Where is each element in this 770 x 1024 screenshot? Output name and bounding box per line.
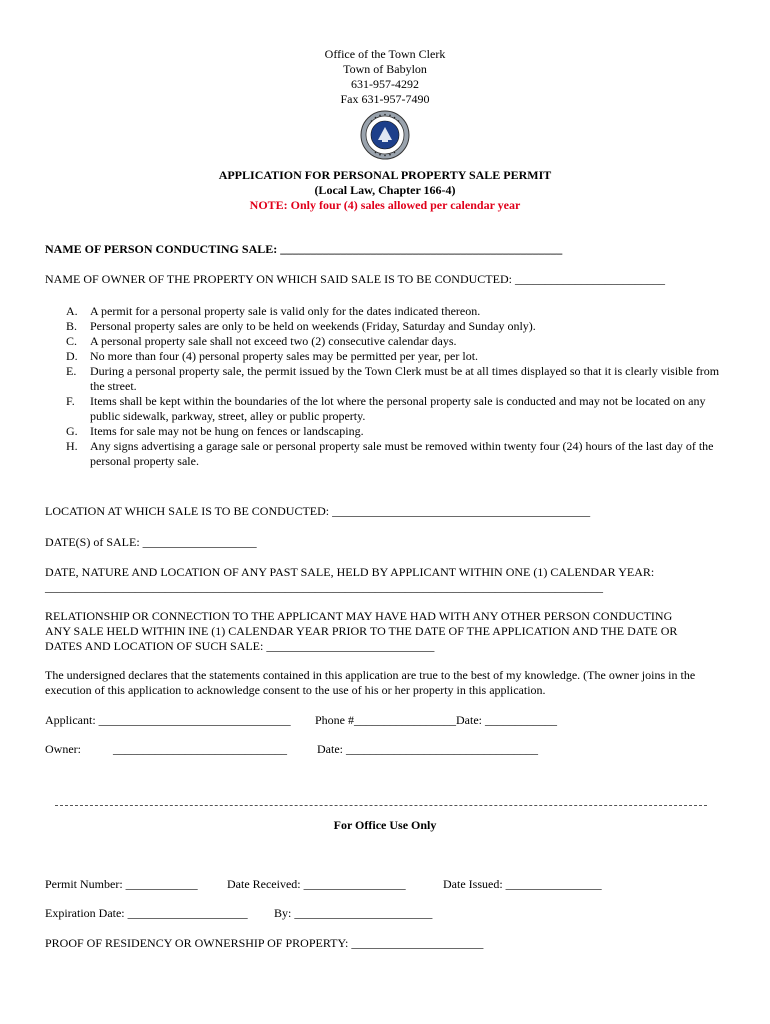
town-name: Town of Babylon [343,62,427,76]
form-subtitle: (Local Law, Chapter 166-4) [314,183,456,197]
fax-number: Fax 631-957-7490 [340,92,430,106]
owner-property-field[interactable]: NAME OF OWNER OF THE PROPERTY ON WHICH SAID SALE IS TO BE CONDUCTED: _________________________ [45,272,665,286]
owner-label: Owner: [45,742,81,756]
declaration-text: The undersigned declares that the statements contained in this application are true to the best of my knowledge. (The owner joins in the execution of this application to acknowledge consent to the use of his or her property in this application. [45,668,696,697]
past-sale-field[interactable]: _____________________________________________________________________________________________ [45,580,603,594]
past-sale-label: DATE, NATURE AND LOCATION OF ANY PAST SALE, HELD BY APPLICANT WITHIN ONE (1) CALENDAR YEAR: [45,565,655,579]
sale-location-field[interactable]: LOCATION AT WHICH SALE IS TO BE CONDUCTED: ___________________________________________ [45,504,591,518]
rule-item: A. A permit for a personal property sale is valid only for the dates indicated thereon. [66,304,481,318]
phone-date-field[interactable]: Phone #_________________Date: ____________ [315,713,557,727]
form-title: APPLICATION FOR PERSONAL PROPERTY SALE PERMIT [218,168,552,182]
owner-field[interactable]: _____________________________ [113,742,287,756]
office-use-title: For Office Use Only [333,818,437,832]
office-name: Office of the Town Clerk [324,47,446,61]
town-seal-icon [360,110,410,160]
form-note: NOTE: Only four (4) sales allowed per calendar year [249,198,521,212]
proof-of-residency-field[interactable]: PROOF OF RESIDENCY OR OWNERSHIP OF PROPERTY: ______________________ [45,936,484,950]
relationship-field[interactable]: DATES AND LOCATION OF SUCH SALE: ____________________________ [45,639,435,653]
date-received-field[interactable]: Date Received: _________________ [227,877,406,891]
rule-item: E. During a personal property sale, the permit issued by the Town Clerk must be at all times displayed so that it is clearly visible from the street. [66,364,720,393]
expiration-date-field[interactable]: Expiration Date: ____________________ [45,906,248,920]
relationship-label-line2: ANY SALE HELD WITHIN INE (1) CALENDAR YEAR PRIOR TO THE DATE OF THE APPLICATION AND THE DATE OR [45,624,678,638]
applicant-field[interactable]: Applicant: ________________________________ [45,713,291,727]
rule-item: F. Items shall be kept within the boundaries of the lot where the personal property sale is conducted and may not be located on any public sidewalk, parkway, street, alley or public property. [66,394,706,423]
phone-number: 631-957-4292 [351,77,419,91]
rule-item: C. A personal property sale shall not exceed two (2) consecutive calendar days. [66,334,457,348]
rule-item: G. Items for sale may not be hung on fences or landscaping. [66,424,364,438]
date-issued-field[interactable]: Date Issued: ________________ [443,877,602,891]
owner-date-field[interactable]: Date: ________________________________ [317,742,538,756]
rule-item: H. Any signs advertising a garage sale or personal property sale must be removed within twenty four (24) hours of the last day of the personal property sale. [66,439,714,468]
rule-item: D. No more than four (4) personal property sales may be permitted per year, per lot. [66,349,479,363]
section-divider [55,805,707,806]
relationship-label-line1: RELATIONSHIP OR CONNECTION TO THE APPLICANT MAY HAVE HAD WITH ANY OTHER PERSON CONDUCTING [45,609,673,623]
issued-by-field[interactable]: By: _______________________ [274,906,433,920]
rule-item: B. Personal property sales are only to be held on weekends (Friday, Saturday and Sunday only). [66,319,536,333]
rules-list [45,304,730,469]
person-conducting-sale-field[interactable]: NAME OF PERSON CONDUCTING SALE: _______________________________________________ [45,242,563,256]
sale-dates-field[interactable]: DATE(S) of SALE: ___________________ [45,535,257,549]
permit-number-field[interactable]: Permit Number: ____________ [45,877,198,891]
